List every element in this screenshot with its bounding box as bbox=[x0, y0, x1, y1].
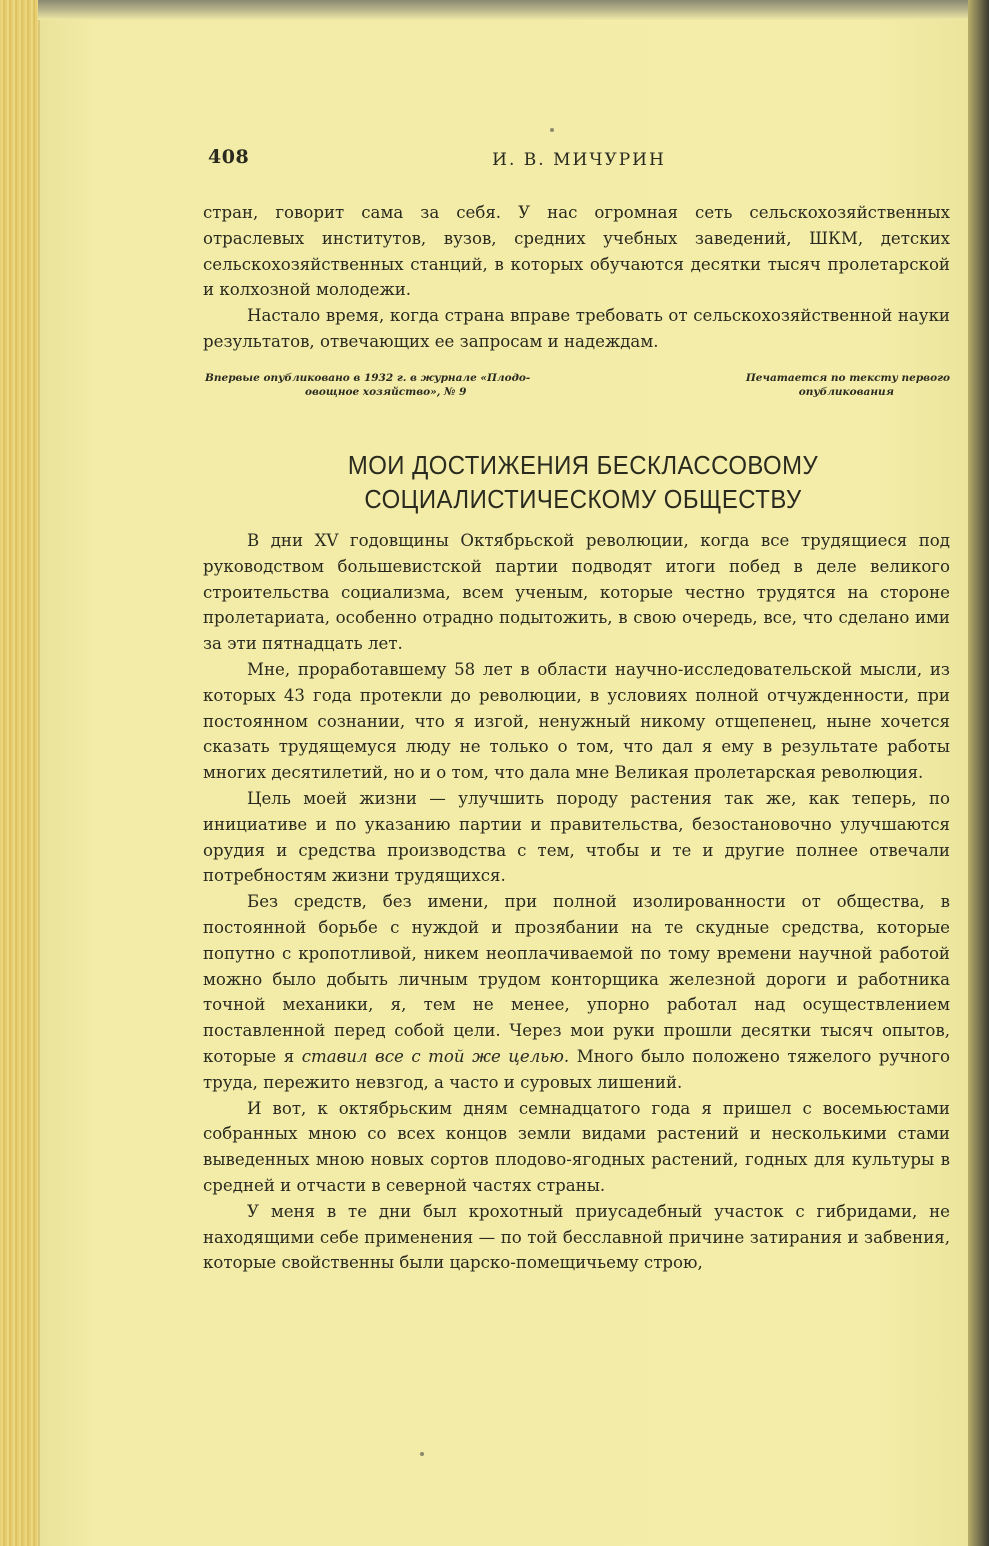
page-header bbox=[208, 146, 950, 176]
article-title bbox=[233, 448, 932, 516]
paragraph: У меня в те дни был крохотный приусадебный участок с гибридами, не находящими себе применения — по той бесславной причине затирания и забвения, которые свойственны были царско-помещичьему строю, bbox=[203, 1201, 950, 1273]
paper-speck bbox=[420, 1452, 424, 1456]
page-number: 408 bbox=[208, 146, 250, 168]
article-body bbox=[203, 528, 950, 1276]
publication-note-line: Впервые опубликовано в 1932 г. в журнале «Плодо- bbox=[205, 372, 531, 384]
paragraph: Настало время, когда страна вправе требовать от сельскохозяйственной науки результатов, отвечающих ее запросам и надеждам. bbox=[203, 306, 950, 351]
paragraph: В дни XV годовщины Октябрьской революции, когда все трудящиеся под руководством большевистской партии подводят итоги побед в деле великого строительства социализма, всем ученым, которые честно трудятся на стороне пролетариата, особенно отрадно подытожить, в свою очередь, все, что сделано ими за эти пятнадцать лет. bbox=[203, 531, 950, 654]
publication-note-line: овощное хозяйство», № 9 bbox=[305, 386, 467, 398]
paragraph: Цель моей жизни — улучшить породу растения так же, как теперь, по инициативе и по указанию партии и правительства, безостановочно улучшаются орудия и средства производства с тем, чтобы и те и другие полнее отвечали потребностям жизни трудящихся. bbox=[203, 788, 950, 886]
publication-note bbox=[205, 371, 585, 399]
paragraph: стран, говорит сама за себя. У нас огромная сеть сельскохозяйственных отраслевых институтов, вузов, средних учебных заведений, ШКМ, детских сельскохозяйственных станций, в которых обучаются десятки тысяч пролетарской и колхозной молодежи. bbox=[203, 203, 950, 300]
page-top-edge bbox=[38, 0, 989, 20]
paragraph bbox=[203, 889, 950, 1095]
book-spine-edge bbox=[0, 0, 38, 1546]
paragraph: И вот, к октябрьским дням семнадцатого года я пришел с восемьюстами собранных мною со всех концов земли видами растений и несколькими стами выведенных мною новых сортов плодово-ягодных растений, годных для культуры в средней и отчасти в северной частях страны. bbox=[203, 1098, 950, 1195]
italic-emphasis: ставил все с той же целью. bbox=[301, 1046, 570, 1066]
article-title-line: СОЦИАЛИСТИЧЕСКОМУ ОБЩЕСТВУ bbox=[364, 484, 802, 514]
continued-text-block bbox=[203, 200, 950, 355]
printing-note bbox=[690, 371, 950, 399]
printing-note-line: Печатается по тексту первого bbox=[745, 372, 950, 384]
printing-note-line: опубликования bbox=[798, 386, 894, 398]
paragraph: Мне, проработавшему 58 лет в области научно-исследовательской мысли, из которых 43 года протекли до революции, в условиях полной отчужденности, при постоянном сознании, что я изгой, ненужный никому отщепенец, ныне хочется сказать трудящемуся люду не только о том, что дал я ему в результате работы многих десятилетий, но и о том, что дала мне Великая пролетарская революция. bbox=[203, 659, 950, 783]
article-title-line: МОИ ДОСТИЖЕНИЯ БЕСКЛАССОВОМУ bbox=[347, 450, 819, 480]
paragraph-text: Без средств, без имени, при полной изолированности от общества, в постоянной борьбе с нуждой и прозябании на те скудные средства, которые попутно с кропотливой, никем неоплачиваемой по тому времени научной работой можно было добыть личным трудом конторщика железной дороги и работника точной механики, я, тем не менее, упорно работал над осуществлением поставленной перед собой цели. Через мои руки прошли десятки тысяч опытов, которые я bbox=[203, 892, 950, 1066]
paper-speck bbox=[550, 128, 554, 132]
page-right-shadow bbox=[968, 0, 989, 1546]
paragraph-text: Много было положено тяжелого ручного труда, пережито невзгод, а часто и суровых лишений. bbox=[203, 1046, 951, 1092]
running-head: И. В. МИЧУРИН bbox=[492, 150, 666, 170]
